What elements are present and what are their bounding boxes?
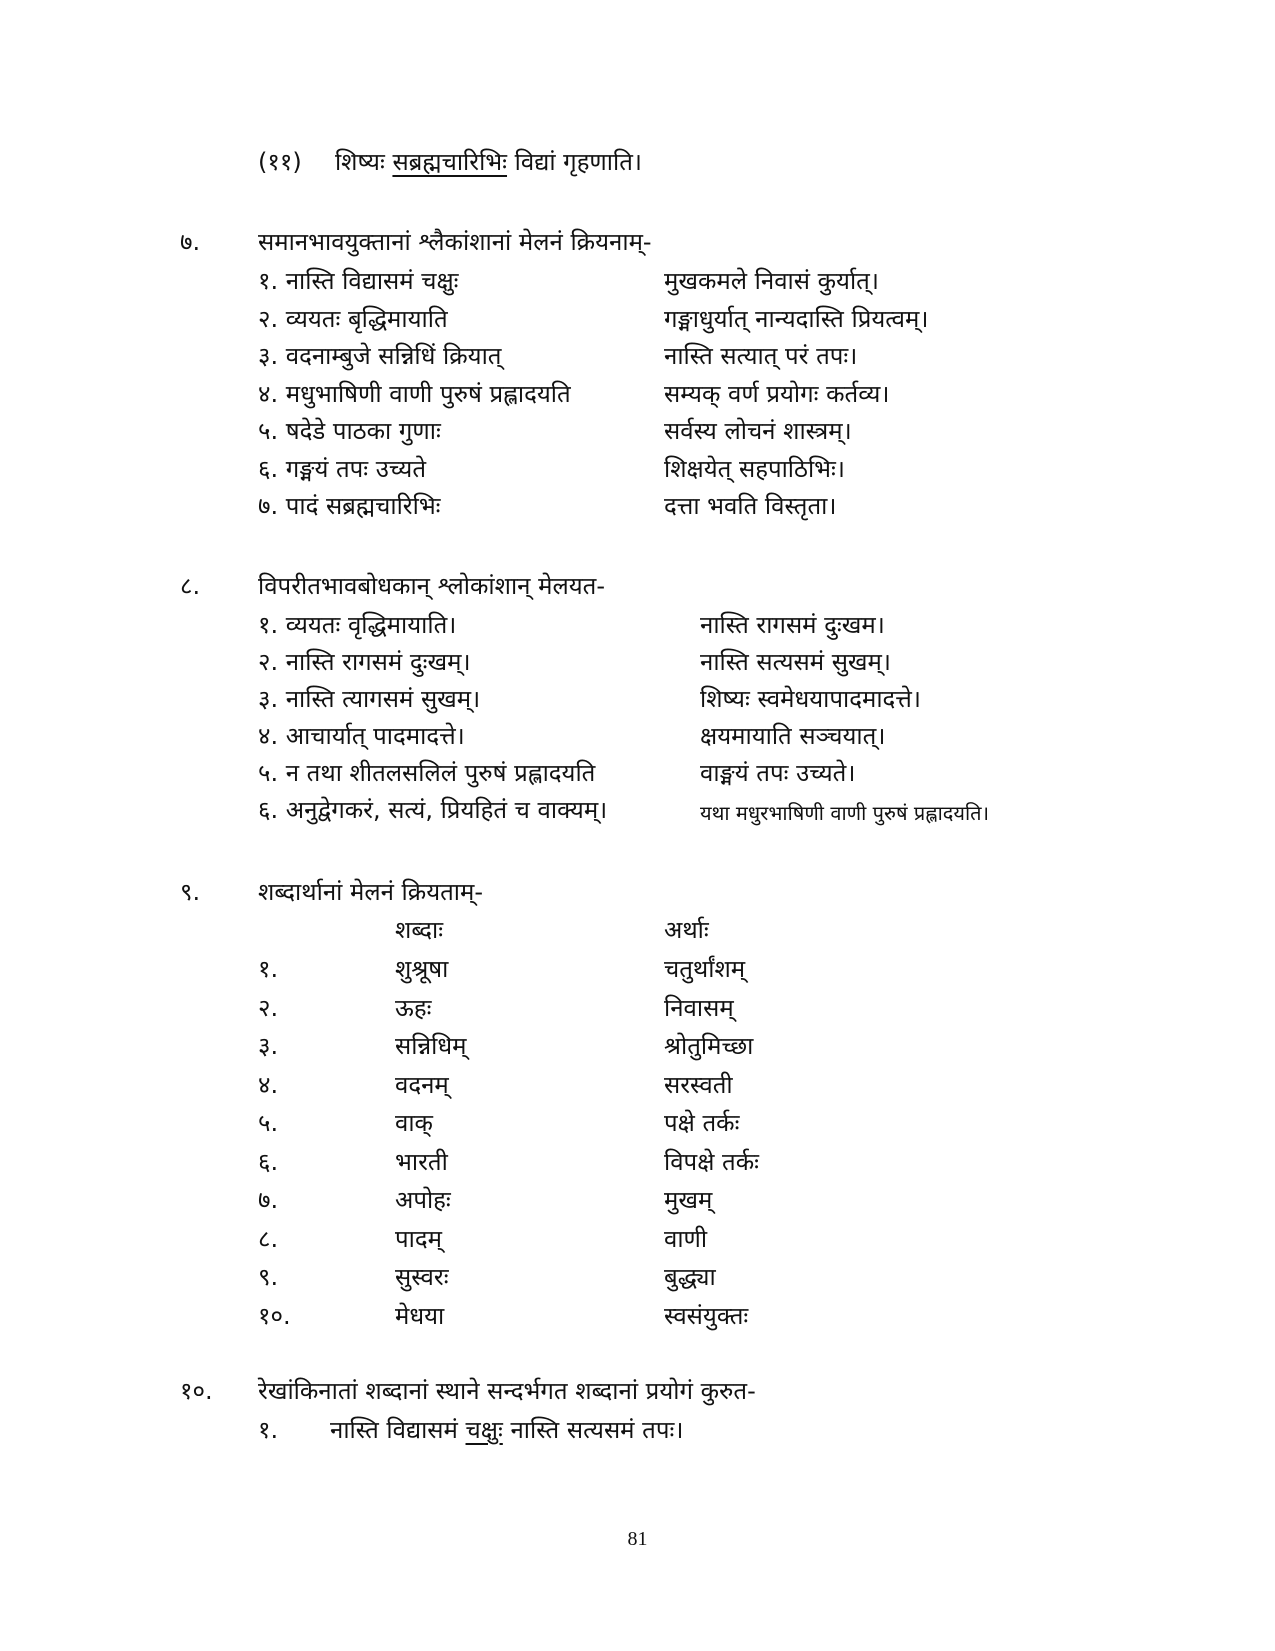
- q9-word: अपोहः: [395, 1186, 451, 1214]
- q7-left-item: ३. वदनाम्बुजे सन्निधिं क्रियात्: [258, 342, 502, 370]
- q9-word: सुस्वरः: [395, 1263, 449, 1291]
- q9-row-number: १.: [258, 955, 279, 983]
- q9-row-number: ४.: [258, 1070, 279, 1099]
- q7-right-item: दत्ता भवति विस्तृता।: [664, 492, 837, 520]
- q9-meaning: निवासम्: [664, 993, 734, 1022]
- q7-right-item: शिक्षयेत् सहपाठिभिः।: [664, 454, 845, 483]
- q9-row-number: ९.: [258, 1263, 279, 1291]
- q7-right-item: मुखकमले निवासं कुर्यात्।: [664, 267, 879, 295]
- item-11-underlined-word: सब्रह्मचारिभिः: [392, 148, 508, 176]
- q9-meaning: मुखम्: [664, 1186, 713, 1214]
- q8-number: ८.: [180, 572, 201, 600]
- q10-underlined-word: चक्षुः: [465, 1416, 503, 1444]
- q7-left-item: २. व्ययतः बृद्धिमायाति: [258, 304, 448, 333]
- q7-left-item: ४. मधुभाषिणी वाणी पुरुषं प्रह्लादयति: [258, 379, 571, 408]
- q7-left-item: ६. गङ्मयं तपः उच्यते: [258, 454, 427, 483]
- q9-meaning: बुद्ध्या: [664, 1263, 716, 1291]
- q7-right-item: सम्यक् वर्ण प्रयोगः कर्तव्य।: [664, 379, 890, 408]
- q9-meaning: वाणी: [664, 1224, 708, 1253]
- q10-item: [330, 1414, 683, 1446]
- q9-word: शुश्रूषा: [395, 955, 449, 983]
- q9-column-header-word: शब्दाः: [395, 916, 444, 944]
- q9-word: मेधया: [395, 1301, 445, 1330]
- q9-meaning: स्वसंयुक्तः: [664, 1301, 749, 1330]
- q7-right-item: गङ्माधुर्यात् नान्यदास्ति प्रियत्वम्।: [664, 304, 929, 333]
- q8-right-item: यथा मधुरभाषिणी वाणी पुरुषं प्रह्लादयति।: [700, 801, 990, 825]
- q9-row-number: ७.: [258, 1186, 279, 1214]
- q10-number: १०.: [180, 1377, 213, 1405]
- q7-heading: समानभावयुक्तानां श्लैकांशानां मेलनं क्रियनाम्-: [258, 228, 652, 256]
- q9-meaning: चतुर्थांशम्: [664, 955, 746, 983]
- q9-word: पादम्: [395, 1224, 442, 1253]
- q9-column-header-meaning: अर्थाः: [664, 916, 709, 944]
- item-11: [258, 146, 642, 178]
- q8-left-item: ३. नास्ति त्यागसमं सुखम्।: [258, 685, 481, 713]
- q8-right-item: नास्ति सत्यसमं सुखम्।: [700, 648, 892, 676]
- q10-heading: रेखांकिनातां शब्दानां स्थाने सन्दर्भगत शब्दानां प्रयोगं कुरुत-: [258, 1377, 756, 1405]
- q9-word: सन्निधिम्: [395, 1032, 467, 1060]
- q8-left-item: ४. आचार्यात् पादमादत्ते।: [258, 722, 465, 750]
- q8-left-item: १. व्ययतः वृद्धिमायाति।: [258, 611, 457, 639]
- q8-left-item: २. नास्ति रागसमं दुःखम्।: [258, 648, 471, 676]
- q9-meaning: विपक्षे तर्कः: [664, 1147, 759, 1176]
- q9-word: भारती: [395, 1147, 448, 1176]
- q9-row-number: ५.: [258, 1109, 279, 1137]
- q9-heading: शब्दार्थानां मेलनं क्रियताम्-: [258, 878, 484, 906]
- q9-meaning: पक्षे तर्कः: [664, 1109, 740, 1137]
- q7-left-item: ५. षदेडे पाठका गुणाः: [258, 417, 441, 445]
- item-11-text-before: शिष्यः: [334, 148, 385, 176]
- item-11-text-after: विद्यां गृहणाति।: [514, 148, 642, 176]
- q8-left-item: ६. अनुद्वेगकरं, सत्यं, प्रियहितं च वाक्यम्।: [258, 796, 608, 824]
- q9-number: ९.: [180, 878, 201, 906]
- q9-row-number: ३.: [258, 1032, 279, 1060]
- q7-number: ७.: [180, 228, 201, 256]
- q7-right-item: सर्वस्य लोचनं शास्त्रम्।: [664, 417, 852, 445]
- q9-row-number: २.: [258, 993, 279, 1022]
- q8-right-item: शिष्यः स्वमेधयापादमादत्ते।: [700, 685, 921, 713]
- q7-left-item: १. नास्ति विद्यासमं चक्षुः: [258, 267, 459, 295]
- q10-text-before: नास्ति विद्यासमं: [330, 1416, 458, 1444]
- q9-meaning: श्रोतुमिच्छा: [664, 1032, 754, 1060]
- q9-word: वदनम्: [395, 1070, 449, 1099]
- q7-right-item: नास्ति सत्यात् परं तपः।: [664, 342, 858, 370]
- q8-right-item: क्षयमायाति सञ्चयात्।: [700, 722, 886, 750]
- page-number: 81: [627, 1528, 648, 1550]
- q9-row-number: १०.: [258, 1301, 291, 1330]
- q9-row-number: ६.: [258, 1147, 279, 1176]
- q8-right-item: नास्ति रागसमं दुःखम।: [700, 611, 885, 639]
- q8-heading: विपरीतभावबोधकान् श्लोकांशान् मेलयत-: [258, 572, 606, 600]
- q10-item-number: १.: [258, 1416, 279, 1444]
- q9-row-number: ८.: [258, 1224, 279, 1253]
- q9-word: वाक्: [395, 1109, 433, 1137]
- q9-meaning: सरस्वती: [664, 1070, 733, 1099]
- q8-right-item: वाङ्मयं तपः उच्यते।: [700, 759, 856, 787]
- q8-left-item: ५. न तथा शीतलसलिलं पुरुषं प्रह्लादयति: [258, 759, 596, 787]
- q9-word: ऊहः: [395, 993, 432, 1022]
- item-11-number: (११): [258, 148, 302, 176]
- q10-text-after: नास्ति सत्यसमं तपः।: [510, 1416, 684, 1444]
- q7-left-item: ७. पादं सब्रह्मचारिभिः: [258, 492, 441, 520]
